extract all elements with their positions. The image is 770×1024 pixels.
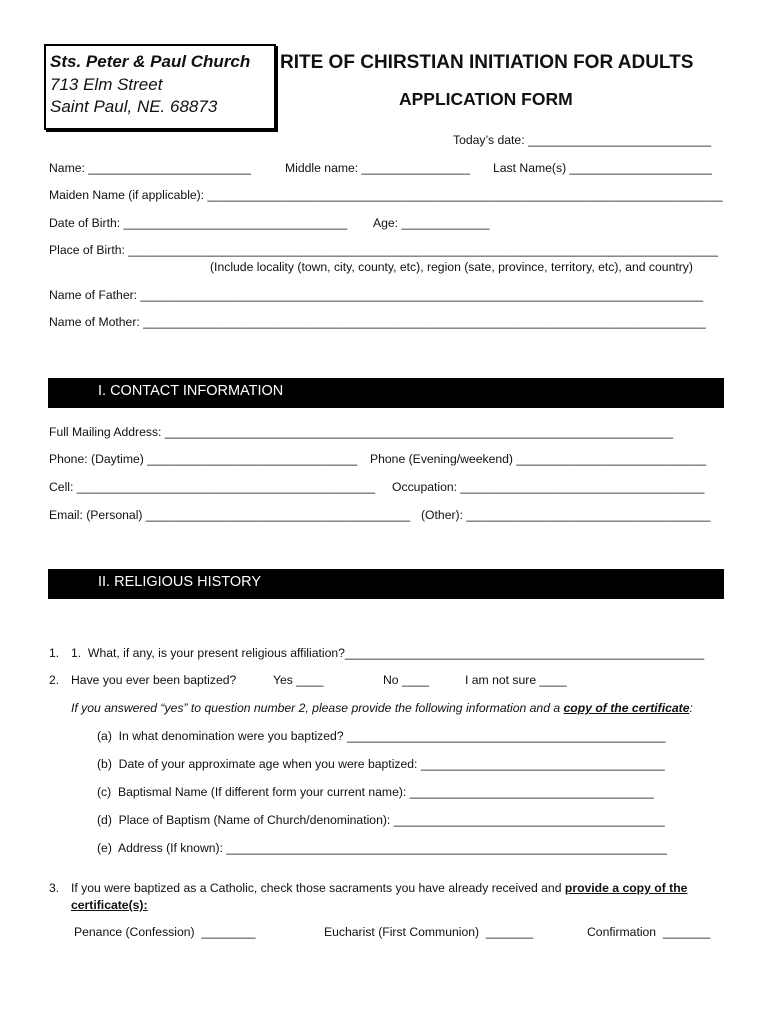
age-field[interactable]: Age: _____________ bbox=[373, 216, 490, 230]
baptism-address-field[interactable]: (e) Address (If known): _________________________________________________________________ bbox=[97, 841, 667, 855]
q2-no-option[interactable]: No ____ bbox=[383, 673, 430, 687]
q2-number: 2. bbox=[49, 673, 60, 687]
q3-certificate-note-cont: certificate(s): bbox=[71, 898, 148, 912]
confirmation-field[interactable]: Confirmation _______ bbox=[587, 925, 711, 939]
q2-question: Have you ever been baptized? bbox=[71, 673, 237, 687]
q1-affiliation-field[interactable]: 1. What, if any, is your present religious affiliation?_____________________________________________________ bbox=[71, 646, 705, 660]
q3-text: If you were baptized as a Catholic, check those sacraments you have already received and bbox=[71, 881, 565, 895]
place-of-birth-field[interactable]: Place of Birth: _______________________________________________________________________________________ bbox=[49, 243, 718, 257]
baptismal-name-field[interactable]: (c) Baptismal Name (If different form your current name): ____________________________________ bbox=[97, 785, 654, 799]
baptism-note-text: If you answered “yes” to question number 2, please provide the following information and a bbox=[71, 701, 564, 715]
church-name: Sts. Peter & Paul Church bbox=[50, 52, 251, 71]
church-street: 713 Elm Street bbox=[50, 75, 163, 94]
eucharist-field[interactable]: Eucharist (First Communion) _______ bbox=[324, 925, 534, 939]
maiden-name-field[interactable]: Maiden Name (if applicable): ____________________________________________________________________________ bbox=[49, 188, 723, 202]
email-personal-field[interactable]: Email: (Personal) _______________________________________ bbox=[49, 508, 411, 522]
contact-info-header bbox=[48, 378, 724, 408]
q3-number: 3. bbox=[49, 881, 60, 895]
baptism-note-colon: : bbox=[689, 701, 693, 715]
todays-date-field[interactable]: Today’s date: ___________________________ bbox=[453, 133, 711, 147]
q3-certificate-note: provide a copy of the bbox=[564, 881, 688, 895]
father-name-field[interactable]: Name of Father: ___________________________________________________________________________________ bbox=[49, 288, 704, 302]
certificate-copy-note: copy of the certificate bbox=[563, 701, 690, 715]
baptism-denomination-field[interactable]: (a) In what denomination were you baptized? _______________________________________________ bbox=[97, 729, 666, 743]
q3-question bbox=[71, 881, 687, 895]
phone-daytime-field[interactable]: Phone: (Daytime) _______________________________ bbox=[49, 452, 358, 466]
phone-evening-field[interactable]: Phone (Evening/weekend) ____________________________ bbox=[370, 452, 707, 466]
middle-name-field[interactable]: Middle name: ________________ bbox=[285, 161, 470, 175]
church-city: Saint Paul, NE. 68873 bbox=[50, 97, 218, 116]
mailing-address-field[interactable]: Full Mailing Address: ___________________________________________________________________________ bbox=[49, 425, 674, 439]
q1-number: 1. bbox=[49, 646, 60, 660]
baptism-note bbox=[71, 701, 693, 715]
form-title: RITE OF CHIRSTIAN INITIATION FOR ADULTS bbox=[280, 52, 694, 73]
form-subtitle: APPLICATION FORM bbox=[399, 89, 573, 109]
date-of-birth-field[interactable]: Date of Birth: _________________________________ bbox=[49, 216, 348, 230]
name-field[interactable]: Name: ________________________ bbox=[49, 161, 251, 175]
contact-info-title: I. CONTACT INFORMATION bbox=[98, 383, 284, 399]
place-of-birth-hint: (Include locality (town, city, county, etc), region (sate, province, territory, etc), and country) bbox=[210, 260, 693, 274]
q2-yes-option[interactable]: Yes ____ bbox=[273, 673, 324, 687]
occupation-field[interactable]: Occupation: ____________________________________ bbox=[392, 480, 705, 494]
religious-history-header bbox=[48, 569, 724, 599]
religious-history-title: II. RELIGIOUS HISTORY bbox=[98, 574, 262, 590]
baptism-age-field[interactable]: (b) Date of your approximate age when you were baptized: ____________________________________ bbox=[97, 757, 665, 771]
mother-name-field[interactable]: Name of Mother: ___________________________________________________________________________________ bbox=[49, 315, 706, 329]
q2-unsure-option[interactable]: I am not sure ____ bbox=[465, 673, 567, 687]
email-other-field[interactable]: (Other): ____________________________________ bbox=[421, 508, 711, 522]
penance-field[interactable]: Penance (Confession) ________ bbox=[74, 925, 256, 939]
last-name-field[interactable]: Last Name(s) _____________________ bbox=[493, 161, 712, 175]
cell-field[interactable]: Cell: ____________________________________________ bbox=[49, 480, 376, 494]
baptism-place-field[interactable]: (d) Place of Baptism (Name of Church/denomination): ________________________________________ bbox=[97, 813, 665, 827]
